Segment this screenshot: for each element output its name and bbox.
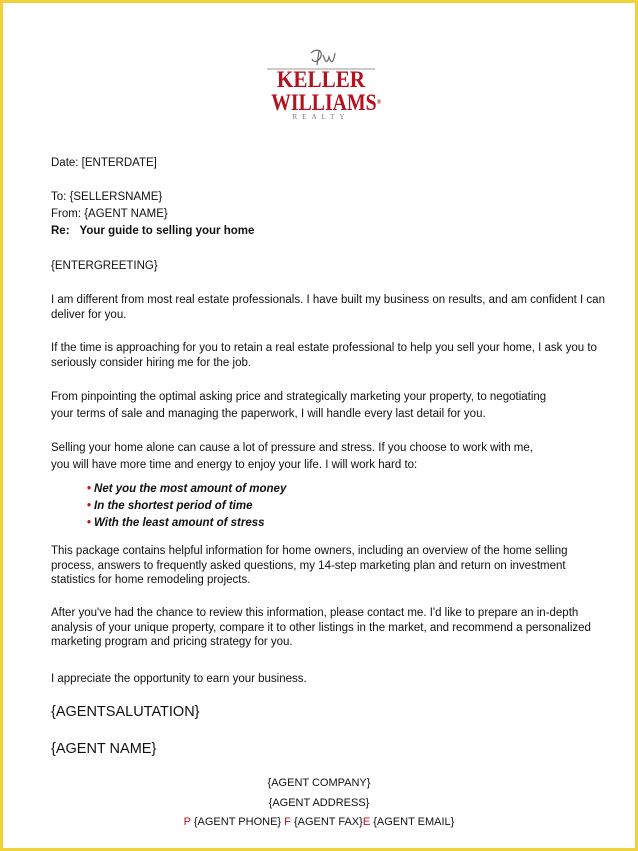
keller-williams-logo	[263, 47, 382, 127]
subject-line	[51, 224, 254, 238]
bullet-dot-icon: •	[87, 500, 92, 512]
logo-keller: KELLER	[276, 67, 366, 92]
bullet-item: • With the least amount of stress	[87, 517, 265, 529]
footer-company: {AGENT COMPANY}	[267, 777, 371, 789]
footer-email: {AGENT EMAIL}	[373, 816, 455, 828]
from-line: From: {AGENT NAME}	[51, 208, 168, 220]
to-line: To: {SELLERSNAME}	[51, 191, 163, 203]
fax-label: F	[284, 816, 291, 828]
phone-label: P	[183, 816, 191, 828]
agent-salutation: {AGENTSALUTATION}	[51, 704, 200, 720]
paragraph-3-line-1: From pinpointing the optimal asking price and strategically marketing your property, to negotiating	[51, 391, 547, 403]
paragraph-3-line-2: your terms of sale and managing the paperwork, I will handle every last detail for you.	[51, 408, 486, 420]
greeting: {ENTERGREETING}	[51, 260, 158, 272]
bullet-item: • Net you the most amount of money	[87, 483, 287, 495]
logo-williams: WILLIAMS®	[271, 90, 382, 115]
footer-fax: {AGENT FAX}	[293, 816, 363, 828]
agent-name: {AGENT NAME}	[51, 741, 157, 757]
email-label: E	[362, 816, 371, 828]
footer-contact	[3, 816, 635, 829]
letter-page	[3, 3, 635, 848]
date-line: Date: [ENTERDATE]	[51, 157, 157, 169]
paragraph-7: I appreciate the opportunity to earn your business.	[51, 673, 307, 685]
paragraph-4-line-1: Selling your home alone can cause a lot of pressure and stress. If you choose to work with me,	[51, 442, 533, 454]
bullet-dot-icon: •	[87, 517, 92, 529]
subject-label: Re:	[51, 225, 70, 237]
bullet-dot-icon: •	[87, 483, 92, 495]
paragraph-2: If the time is approaching for you to retain a real estate professional to help you sell your home, I ask you to seriously consider hiring me for the job.	[51, 342, 597, 369]
logo-realty: REALTY	[292, 113, 350, 121]
footer-phone: {AGENT PHONE}	[193, 816, 282, 828]
subject-text: Your guide to selling your home	[79, 225, 255, 237]
paragraph-4-line-2: you will have more time and energy to enjoy your life. I will work hard to:	[51, 459, 418, 471]
paragraph-5: This package contains helpful information for home owners, including an overview of the home selling process, answers to frequently asked questions, my 14-step marketing plan and return on investment statistics for home remodeling projects.	[51, 545, 568, 586]
bullet-item: • In the shortest period of time	[87, 500, 253, 512]
paragraph-1: I am different from most real estate professionals. I have built my business on results, and am confident I can deliver for you.	[51, 294, 605, 321]
footer-address: {AGENT ADDRESS}	[268, 797, 370, 809]
paragraph-6: After you've had the chance to review this information, please contact me. I'd like to prepare an in-depth analysis of your unique property, compare it to other listings in the market, and recommend a personalized marketing program and pricing strategy for you.	[51, 607, 591, 648]
